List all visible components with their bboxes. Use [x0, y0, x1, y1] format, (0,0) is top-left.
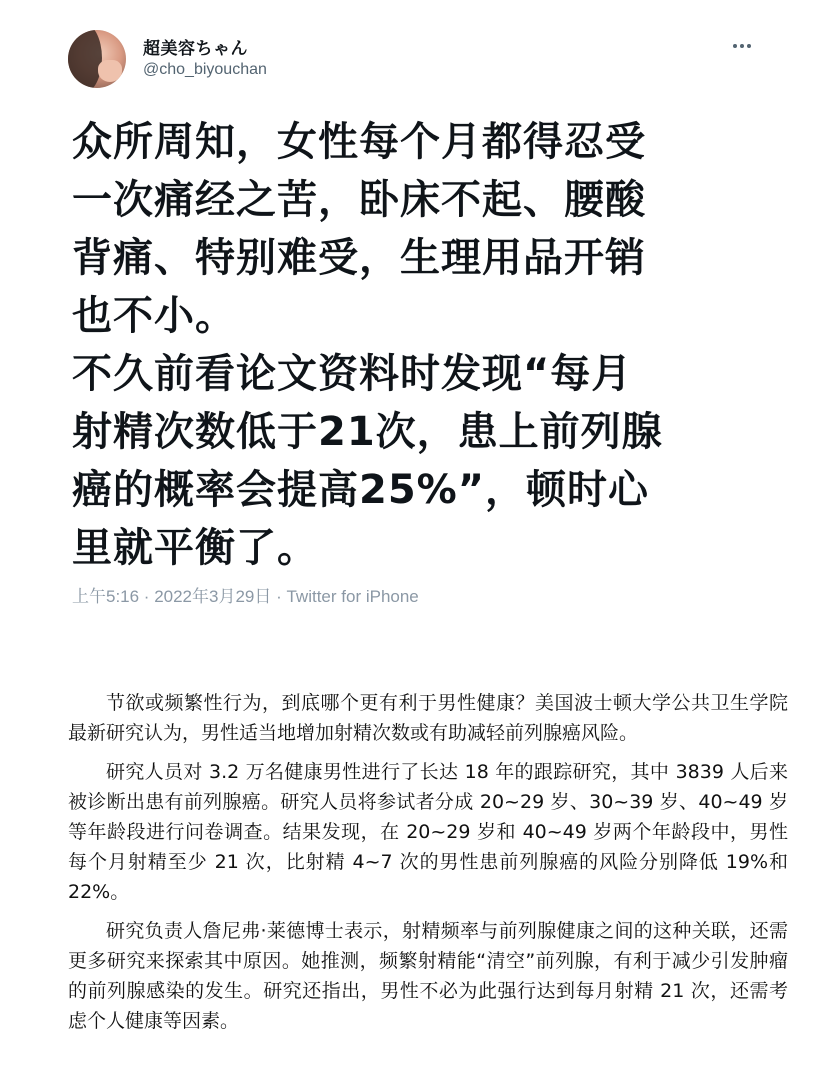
avatar-hand — [98, 60, 122, 82]
display-name[interactable]: 超美容ちゃん — [143, 39, 248, 59]
tweet-text-line: 也不小。 — [72, 293, 236, 339]
article-paragraph: 研究负责人詹尼弗·莱德博士表示，射精频率与前列腺健康之间的这种关联，还需更多研究来探索其中原因。她推测，频繁射精能“清空”前列腺，有利于减少引发肿瘤的前列腺感染的发生。研究还指出，男性不必为此强行达到每月射精 21 次，还需考虑个人健康等因素。 — [68, 920, 788, 1032]
tweet-text-line: 众所周知，女性每个月都得忍受 — [72, 119, 646, 165]
tweet-text-line: 背痛、特别难受，生理用品开销 — [72, 235, 646, 281]
tweet-text-line: 里就平衡了。 — [72, 525, 318, 571]
tweet-text-line: 癌的概率会提高25%”，顿时心 — [72, 467, 650, 513]
user-handle[interactable]: @cho_biyouchan — [143, 61, 267, 78]
more-horizontal-icon — [733, 44, 751, 48]
tweet-text-line: 不久前看论文资料时发现“每月 — [72, 351, 633, 397]
article-body — [68, 688, 788, 1045]
tweet-text — [72, 113, 762, 577]
avatar[interactable] — [68, 30, 126, 88]
avatar-hair — [68, 30, 102, 88]
tweet-timestamp[interactable]: 上午5:16 · 2022年3月29日 · Twitter for iPhone — [72, 587, 419, 606]
tweet-text-line: 一次痛经之苦，卧床不起、腰酸 — [72, 177, 646, 223]
article-paragraph: 研究人员对 3.2 万名健康男性进行了长达 18 年的跟踪研究，其中 3839 人后来被诊断出患有前列腺癌。研究人员将参试者分成 20~29 岁、30~39 岁、40~49 岁等年龄段进行问卷调查。结果发现，在 20~29 岁和 40~49 岁两个年龄段中，男性每个月射精至少 21 次，比射精 4~7 次的男性患前列腺癌的风险分别降低 19%和 22%。 — [68, 761, 788, 903]
article-paragraph: 节欲或频繁性行为，到底哪个更有利于男性健康？美国波士顿大学公共卫生学院最新研究认为，男性适当地增加射精次数或有助减轻前列腺癌风险。 — [68, 692, 788, 744]
tweet-text-line: 射精次数低于21次，患上前列腺 — [72, 409, 663, 455]
more-options-button[interactable] — [728, 36, 756, 56]
